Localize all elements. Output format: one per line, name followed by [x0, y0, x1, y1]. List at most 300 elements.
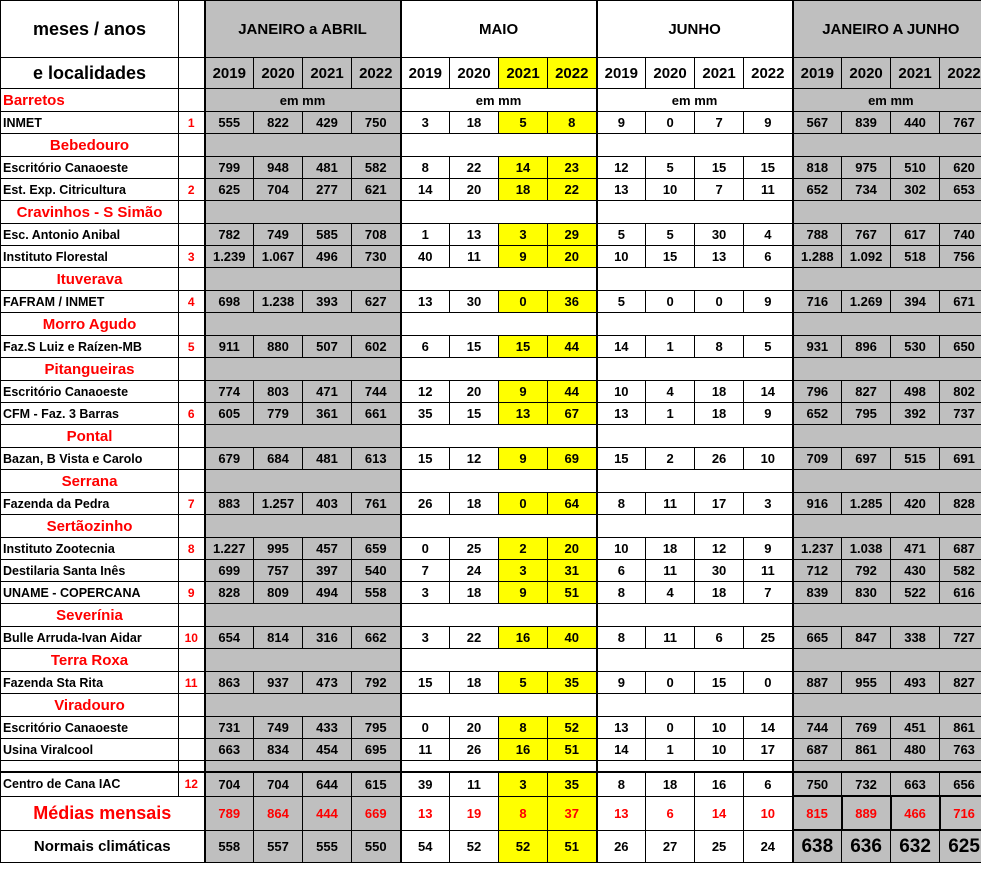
blank-cell — [1, 761, 179, 773]
value-cell: 11 — [646, 627, 695, 649]
value-cell: 316 — [303, 627, 352, 649]
blank-cell — [205, 470, 401, 493]
value-cell: 1 — [646, 403, 695, 425]
value-cell: 9 — [744, 538, 793, 560]
value-cell: 955 — [842, 672, 891, 694]
value-cell: 3 — [499, 560, 548, 582]
blank-cell — [205, 694, 401, 717]
value-cell: 10 — [646, 179, 695, 201]
value-cell: 52 — [548, 717, 597, 739]
year-header: 2022 — [352, 58, 401, 89]
value-cell: 828 — [205, 582, 254, 604]
value-cell: 29 — [548, 224, 597, 246]
value-cell: 625 — [205, 179, 254, 201]
value-cell: 25 — [744, 627, 793, 649]
blank-cell — [179, 694, 205, 717]
value-cell: 16 — [499, 739, 548, 761]
value-cell: 6 — [744, 772, 793, 796]
value-cell: 792 — [352, 672, 401, 694]
value-cell: 5 — [499, 112, 548, 134]
location-name: Cravinhos - S Simão — [1, 201, 179, 224]
blank-cell — [401, 694, 597, 717]
value-cell: 17 — [695, 493, 744, 515]
value-cell: 767 — [940, 112, 981, 134]
blank-cell — [793, 358, 981, 381]
value-cell: 709 — [793, 448, 842, 470]
value-cell: 887 — [793, 672, 842, 694]
value-cell: 10 — [744, 796, 793, 830]
blank-cell — [205, 268, 401, 291]
blank-cell — [597, 515, 793, 538]
value-cell: 12 — [401, 381, 450, 403]
value-cell: 20 — [450, 717, 499, 739]
blank-cell — [597, 201, 793, 224]
header-period-jan-jun: JANEIRO A JUNHO — [793, 1, 981, 58]
value-cell: 697 — [842, 448, 891, 470]
value-cell: 493 — [891, 672, 940, 694]
value-cell: 795 — [352, 717, 401, 739]
value-cell: 774 — [205, 381, 254, 403]
unit-label: em mm — [401, 89, 597, 112]
value-cell: 839 — [793, 582, 842, 604]
value-cell: 54 — [401, 830, 450, 863]
value-cell: 636 — [842, 830, 891, 863]
value-cell: 557 — [254, 830, 303, 863]
value-cell: 9 — [499, 381, 548, 403]
value-cell: 10 — [597, 538, 646, 560]
value-cell: 652 — [793, 179, 842, 201]
value-cell: 8 — [597, 627, 646, 649]
value-cell: 911 — [205, 336, 254, 358]
blank-cell — [597, 694, 793, 717]
value-cell: 750 — [352, 112, 401, 134]
value-cell: 632 — [891, 830, 940, 863]
value-cell: 695 — [352, 739, 401, 761]
value-cell: 931 — [793, 336, 842, 358]
value-cell: 687 — [940, 538, 981, 560]
blank-cell — [401, 761, 597, 773]
value-cell: 839 — [842, 112, 891, 134]
value-cell: 749 — [254, 717, 303, 739]
value-cell: 26 — [401, 493, 450, 515]
value-cell: 732 — [842, 772, 891, 796]
year-header: 2022 — [548, 58, 597, 89]
value-cell: 18 — [695, 381, 744, 403]
value-cell: 69 — [548, 448, 597, 470]
blank-cell — [793, 425, 981, 448]
climate-normals-label: Normais climáticas — [1, 830, 205, 863]
value-cell: 10 — [597, 246, 646, 268]
station-name: Escritório Canaoeste — [1, 717, 179, 739]
value-cell: 3 — [499, 224, 548, 246]
value-cell: 18 — [450, 582, 499, 604]
value-cell: 834 — [254, 739, 303, 761]
value-cell: 558 — [205, 830, 254, 863]
value-cell: 665 — [793, 627, 842, 649]
value-cell: 6 — [401, 336, 450, 358]
value-cell: 625 — [940, 830, 981, 863]
value-cell: 1.067 — [254, 246, 303, 268]
unit-label: em mm — [205, 89, 401, 112]
value-cell: 750 — [793, 772, 842, 796]
value-cell: 8 — [597, 493, 646, 515]
value-cell: 621 — [352, 179, 401, 201]
value-cell: 11 — [646, 493, 695, 515]
value-cell: 18 — [450, 112, 499, 134]
value-cell: 661 — [352, 403, 401, 425]
blank-cell — [597, 425, 793, 448]
value-cell: 704 — [205, 772, 254, 796]
station-name: Esc. Antonio Anibal — [1, 224, 179, 246]
value-cell: 734 — [842, 179, 891, 201]
blank-cell — [205, 761, 401, 773]
blank-cell — [597, 358, 793, 381]
value-cell: 10 — [695, 717, 744, 739]
value-cell: 277 — [303, 179, 352, 201]
value-cell: 67 — [548, 403, 597, 425]
value-cell: 779 — [254, 403, 303, 425]
value-cell: 457 — [303, 538, 352, 560]
value-cell: 37 — [548, 796, 597, 830]
value-cell: 35 — [401, 403, 450, 425]
blank-cell — [205, 201, 401, 224]
year-header: 2021 — [695, 58, 744, 89]
value-cell: 15 — [695, 157, 744, 179]
value-cell: 916 — [793, 493, 842, 515]
blank-cell — [597, 604, 793, 627]
value-cell: 761 — [352, 493, 401, 515]
station-number: 12 — [179, 772, 205, 796]
blank-cell — [179, 313, 205, 336]
value-cell: 454 — [303, 739, 352, 761]
value-cell: 24 — [450, 560, 499, 582]
value-cell: 30 — [450, 291, 499, 313]
blank-cell — [401, 201, 597, 224]
station-name: Fazenda Sta Rita — [1, 672, 179, 694]
station-name: Escritório Canaoeste — [1, 381, 179, 403]
blank-cell — [793, 649, 981, 672]
value-cell: 15 — [646, 246, 695, 268]
value-cell: 15 — [499, 336, 548, 358]
value-cell: 669 — [352, 796, 401, 830]
blank-cell — [793, 201, 981, 224]
station-number: 5 — [179, 336, 205, 358]
value-cell: 518 — [891, 246, 940, 268]
value-cell: 8 — [548, 112, 597, 134]
value-cell: 14 — [401, 179, 450, 201]
value-cell: 802 — [940, 381, 981, 403]
station-name: Est. Exp. Citricultura — [1, 179, 179, 201]
value-cell: 864 — [254, 796, 303, 830]
value-cell: 555 — [205, 112, 254, 134]
value-cell: 24 — [744, 830, 793, 863]
value-cell: 13 — [597, 403, 646, 425]
value-cell: 496 — [303, 246, 352, 268]
blank-cell — [597, 649, 793, 672]
value-cell: 26 — [695, 448, 744, 470]
value-cell: 31 — [548, 560, 597, 582]
station-name: Escritório Canaoeste — [1, 157, 179, 179]
value-cell: 3 — [401, 112, 450, 134]
station-number — [179, 381, 205, 403]
value-cell: 782 — [205, 224, 254, 246]
value-cell: 0 — [646, 672, 695, 694]
blank-cell — [401, 358, 597, 381]
value-cell: 5 — [646, 224, 695, 246]
blank-cell — [401, 313, 597, 336]
value-cell: 7 — [401, 560, 450, 582]
value-cell: 30 — [695, 224, 744, 246]
value-cell: 803 — [254, 381, 303, 403]
value-cell: 8 — [597, 772, 646, 796]
value-cell: 11 — [744, 179, 793, 201]
station-name: Bazan, B Vista e Carolo — [1, 448, 179, 470]
value-cell: 17 — [744, 739, 793, 761]
value-cell: 788 — [793, 224, 842, 246]
value-cell: 0 — [646, 112, 695, 134]
blank-cell — [179, 761, 205, 773]
blank-cell — [205, 425, 401, 448]
location-name: Bebedouro — [1, 134, 179, 157]
value-cell: 14 — [597, 739, 646, 761]
unit-label: em mm — [597, 89, 793, 112]
value-cell: 792 — [842, 560, 891, 582]
value-cell: 0 — [646, 717, 695, 739]
value-cell: 36 — [548, 291, 597, 313]
value-cell: 302 — [891, 179, 940, 201]
value-cell: 4 — [646, 381, 695, 403]
value-cell: 830 — [842, 582, 891, 604]
header-period-may: MAIO — [401, 1, 597, 58]
value-cell: 704 — [254, 179, 303, 201]
station-number: 10 — [179, 627, 205, 649]
value-cell: 20 — [450, 381, 499, 403]
value-cell: 0 — [695, 291, 744, 313]
value-cell: 44 — [548, 381, 597, 403]
value-cell: 679 — [205, 448, 254, 470]
blank-cell — [205, 358, 401, 381]
value-cell: 727 — [940, 627, 981, 649]
value-cell: 1.238 — [254, 291, 303, 313]
value-cell: 433 — [303, 717, 352, 739]
value-cell: 6 — [744, 246, 793, 268]
blank-cell — [179, 425, 205, 448]
value-cell: 638 — [793, 830, 842, 863]
value-cell: 18 — [450, 672, 499, 694]
location-name: Terra Roxa — [1, 649, 179, 672]
value-cell: 558 — [352, 582, 401, 604]
value-cell: 617 — [891, 224, 940, 246]
station-name: Faz.S Luiz e Raízen-MB — [1, 336, 179, 358]
location-name: Serrana — [1, 470, 179, 493]
value-cell: 51 — [548, 582, 597, 604]
value-cell: 937 — [254, 672, 303, 694]
station-name: Bulle Arruda-Ivan Aidar — [1, 627, 179, 649]
station-name: Usina Viralcool — [1, 739, 179, 761]
blank-cell — [597, 470, 793, 493]
value-cell: 14 — [597, 336, 646, 358]
value-cell: 23 — [548, 157, 597, 179]
value-cell: 699 — [205, 560, 254, 582]
location-name: Pontal — [1, 425, 179, 448]
value-cell: 654 — [205, 627, 254, 649]
blank-cell — [205, 649, 401, 672]
blank-cell — [793, 694, 981, 717]
value-cell: 796 — [793, 381, 842, 403]
station-name: UNAME - COPERCANA — [1, 582, 179, 604]
value-cell: 444 — [303, 796, 352, 830]
value-cell: 995 — [254, 538, 303, 560]
value-cell: 704 — [254, 772, 303, 796]
value-cell: 471 — [891, 538, 940, 560]
value-cell: 1.038 — [842, 538, 891, 560]
value-cell: 4 — [646, 582, 695, 604]
value-cell: 18 — [695, 582, 744, 604]
value-cell: 663 — [205, 739, 254, 761]
blank-cell — [793, 604, 981, 627]
value-cell: 708 — [352, 224, 401, 246]
value-cell: 663 — [891, 772, 940, 796]
value-cell: 19 — [450, 796, 499, 830]
value-cell: 828 — [940, 493, 981, 515]
value-cell: 1.269 — [842, 291, 891, 313]
value-cell: 5 — [597, 224, 646, 246]
unit-label: em mm — [793, 89, 981, 112]
value-cell: 567 — [793, 112, 842, 134]
value-cell: 0 — [744, 672, 793, 694]
blank-cell — [793, 313, 981, 336]
value-cell: 0 — [401, 538, 450, 560]
blank-cell — [179, 134, 205, 157]
value-cell: 52 — [450, 830, 499, 863]
value-cell: 394 — [891, 291, 940, 313]
value-cell: 5 — [646, 157, 695, 179]
value-cell: 338 — [891, 627, 940, 649]
value-cell: 716 — [793, 291, 842, 313]
blank-cell — [179, 649, 205, 672]
value-cell: 555 — [303, 830, 352, 863]
value-cell: 0 — [646, 291, 695, 313]
value-cell: 9 — [499, 448, 548, 470]
location-name: Sertãozinho — [1, 515, 179, 538]
value-cell: 15 — [401, 672, 450, 694]
value-cell: 44 — [548, 336, 597, 358]
value-cell: 27 — [646, 830, 695, 863]
station-number: 3 — [179, 246, 205, 268]
value-cell: 9 — [597, 112, 646, 134]
value-cell: 799 — [205, 157, 254, 179]
value-cell: 744 — [352, 381, 401, 403]
value-cell: 698 — [205, 291, 254, 313]
station-number — [179, 224, 205, 246]
station-number: 2 — [179, 179, 205, 201]
value-cell: 627 — [352, 291, 401, 313]
blank-cell — [401, 425, 597, 448]
value-cell: 1.239 — [205, 246, 254, 268]
value-cell: 13 — [597, 179, 646, 201]
value-cell: 10 — [744, 448, 793, 470]
value-cell: 507 — [303, 336, 352, 358]
value-cell: 18 — [646, 538, 695, 560]
value-cell: 650 — [940, 336, 981, 358]
location-name: Pitangueiras — [1, 358, 179, 381]
blank-cell — [401, 604, 597, 627]
value-cell: 863 — [205, 672, 254, 694]
value-cell: 26 — [597, 830, 646, 863]
blank-cell — [401, 268, 597, 291]
value-cell: 22 — [548, 179, 597, 201]
value-cell: 8 — [695, 336, 744, 358]
value-cell: 652 — [793, 403, 842, 425]
value-cell: 12 — [597, 157, 646, 179]
station-name: Instituto Florestal — [1, 246, 179, 268]
value-cell: 15 — [744, 157, 793, 179]
averages-label: Médias mensais — [1, 796, 205, 830]
value-cell: 5 — [597, 291, 646, 313]
value-cell: 13 — [401, 796, 450, 830]
value-cell: 11 — [646, 560, 695, 582]
station-name: INMET — [1, 112, 179, 134]
value-cell: 7 — [744, 582, 793, 604]
value-cell: 605 — [205, 403, 254, 425]
value-cell: 392 — [891, 403, 940, 425]
value-cell: 712 — [793, 560, 842, 582]
value-cell: 644 — [303, 772, 352, 796]
value-cell: 14 — [499, 157, 548, 179]
value-cell: 25 — [450, 538, 499, 560]
value-cell: 1.237 — [793, 538, 842, 560]
value-cell: 763 — [940, 739, 981, 761]
value-cell: 6 — [646, 796, 695, 830]
value-cell: 582 — [352, 157, 401, 179]
year-header: 2019 — [401, 58, 450, 89]
value-cell: 3 — [744, 493, 793, 515]
value-cell: 815 — [793, 796, 842, 830]
value-cell: 429 — [303, 112, 352, 134]
value-cell: 40 — [401, 246, 450, 268]
station-name: CFM - Faz. 3 Barras — [1, 403, 179, 425]
value-cell: 827 — [940, 672, 981, 694]
blank-cell — [793, 761, 981, 773]
value-cell: 52 — [499, 830, 548, 863]
station-number — [179, 739, 205, 761]
value-cell: 51 — [548, 739, 597, 761]
value-cell: 8 — [499, 796, 548, 830]
blank-cell — [597, 268, 793, 291]
value-cell: 2 — [646, 448, 695, 470]
blank-cell — [793, 470, 981, 493]
header-period-june: JUNHO — [597, 1, 793, 58]
location-name: Ituverava — [1, 268, 179, 291]
value-cell: 11 — [450, 772, 499, 796]
value-cell: 15 — [597, 448, 646, 470]
year-header: 2020 — [842, 58, 891, 89]
value-cell: 615 — [352, 772, 401, 796]
value-cell: 18 — [450, 493, 499, 515]
value-cell: 25 — [695, 830, 744, 863]
header-title-months-years: meses / anos — [1, 1, 179, 58]
blank-cell — [179, 89, 205, 112]
value-cell: 1.257 — [254, 493, 303, 515]
value-cell: 7 — [695, 179, 744, 201]
value-cell: 582 — [940, 560, 981, 582]
value-cell: 481 — [303, 448, 352, 470]
value-cell: 8 — [499, 717, 548, 739]
blank-cell — [205, 515, 401, 538]
year-header: 2021 — [303, 58, 352, 89]
value-cell: 13 — [499, 403, 548, 425]
value-cell: 11 — [450, 246, 499, 268]
